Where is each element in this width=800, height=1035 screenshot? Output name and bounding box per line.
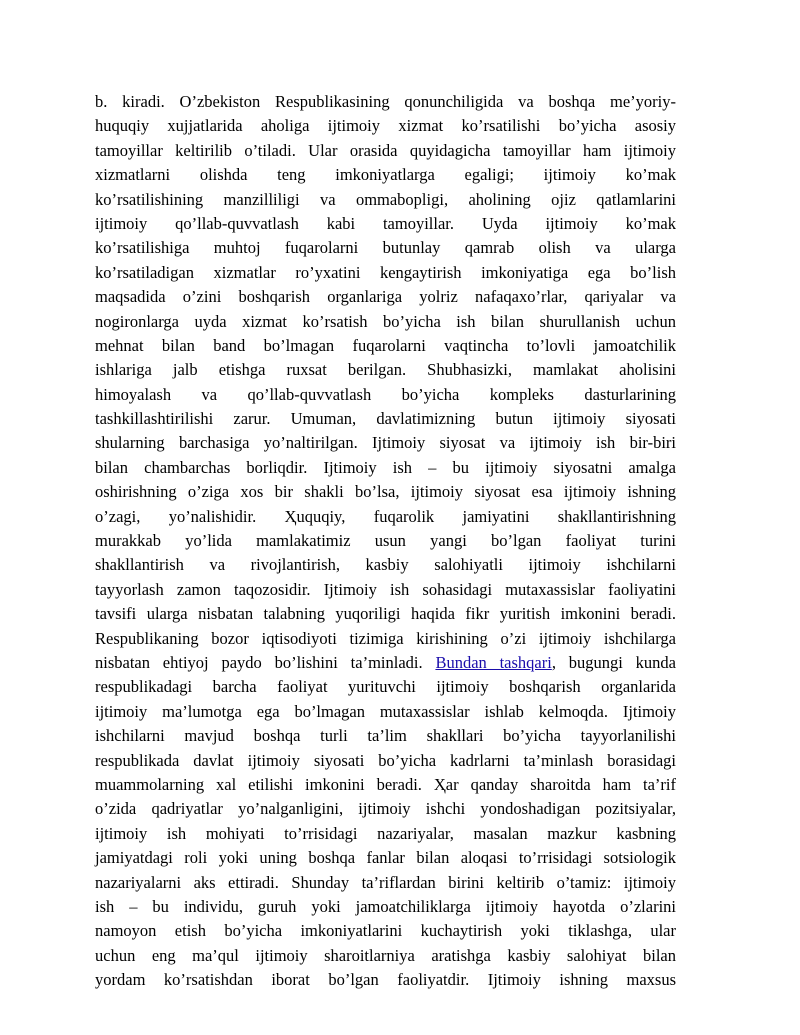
paragraph-line: huquqiy xujjatlarida aholiga ijtimoiy xizmat ko’rsatilishi bo’yicha asosiy [95,116,676,136]
paragraph-line: yordam ko’rsatishdan iborat bo’lgan faoliyatdir. Ijtimoiy ishning maxsus [95,970,676,990]
paragraph-line: ishlariga jalb etishga ruxsat berilgan. Shubhasizki, mamlakat aholisini [95,360,676,380]
paragraph-line: himoyalash va qo’llab-quvvatlash bo’yicha kompleks dasturlarining [95,384,676,404]
document-body [95,90,676,992]
paragraph-line: b. kiradi. O’zbekiston Respublikasining qonunchiligida va boshqa me’yoriy- [95,92,676,111]
paragraph-line: murakkab yo’lida mamlakatimiz usun yangi bo’lgan faoliyat turini [95,531,676,551]
paragraph-line: ko’rsatiladigan xizmatlar ro’yxatini kengaytirish imkoniyatiga ega bo’lish [95,262,676,282]
paragraph-line: respublikada davlat ijtimoiy siyosati bo’yicha kadrlarni ta’minlash borasidagi [95,750,676,770]
paragraph-line: ijtimoiy qo’llab-quvvatlash kabi tamoyillar. Uyda ijtimoiy ko’mak [95,213,676,233]
bundan-tashqari-link[interactable]: Bundan tashqari [435,652,552,672]
paragraph-line: jamiyatdagi roli yoki uning boshqa fanlar bilan aloqasi to’rrisidagi sotsiologik [95,848,676,868]
paragraph-line: respublikadagi barcha faoliyat yurituvchi ijtimoiy boshqarish organlarida [95,677,676,697]
paragraph-line: shakllantirish va rivojlantirish, kasbiy salohiyatli ijtimoiy ishchilarni [95,555,676,575]
paragraph-line: ko’rsatilishining manzilliligi va ommabopligi, aholining ojiz qatlamlarini [95,189,676,209]
paragraph-line: namoyon etish bo’yicha imkoniyatlarini kuchaytirish yoki tiklashga, ular [95,921,676,941]
paragraph-line: tavsifi ularga nisbatan talabning yuqoriligi haqida fikr yuritish imkonini beradi. [95,604,676,624]
paragraph-line: mehnat bilan band bo’lmagan fuqarolarni vaqtincha to’lovli jamoatchilik [95,335,676,355]
paragraph-line: oshirishning o’ziga xos bir shakli bo’lsa, ijtimoiy siyosat esa ijtimoiy ishning [95,482,676,502]
paragraph-line: ish – bu individu, guruh yoki jamoatchiliklarga ijtimoiy hayotda o’zlarini [95,896,676,916]
paragraph-line: o’zagi, yo’nalishidir. Ҳuquqiy, fuqarolik jamiyatini shakllantirishning [95,506,676,526]
paragraph-line-with-link [95,651,676,675]
paragraph-line: tamoyillar keltirilib o’tiladi. Ular orasida quyidagicha tamoyillar ham ijtimoiy [95,140,676,160]
paragraph-line: bilan chambarchas borliqdir. Ijtimoiy ish – bu ijtimoiy siyosatni amalga [95,457,676,477]
paragraph-lines-bottom [95,675,676,992]
line-text-before-link: nisbatan ehtiyoj paydo bo’lishini ta’minladi. [95,652,423,672]
paragraph-line: shularning barchasiga yo’naltirilgan. Ijtimoiy siyosat va ijtimoiy ish bir-biri [95,433,676,453]
paragraph-line: ijtimoiy ma’lumotga ega bo’lmagan mutaxassislar ishlab kelmoqda. Ijtimoiy [95,701,676,721]
paragraph-line: Respublikaning bozor iqtisodiyoti tizimiga kirishining o’zi ijtimoiy ishchilarga [95,628,676,648]
paragraph-line: xizmatlarni olishda teng imkoniyatlarga egaligi; ijtimoiy ko’mak [95,165,676,185]
paragraph-line: nogironlarga uyda xizmat ko’rsatish bo’yicha ish bilan shurullanish uchun [95,311,676,331]
paragraph-line: tashkillashtirilishi zarur. Umuman, davlatimizning butun ijtimoiy siyosati [95,409,676,429]
paragraph-line: uchun eng ma’qul ijtimoiy sharoitlarniya aratishga kasbiy salohiyat bilan [95,945,676,965]
paragraph-line: tayyorlash zamon taqozosidir. Ijtimoiy ish sohasidagi mutaxassislar faoliyatini [95,579,676,599]
line-text-after-link: , bugungi kunda [551,652,677,672]
paragraph-line: ko’rsatilishiga muhtoj fuqarolarni butunlay qamrab olish va ularga [95,238,676,258]
paragraph-lines-top [95,90,676,651]
paragraph-line: maqsadida o’zini boshqarish organlariga yolriz nafaqaxo’rlar, qariyalar va [95,287,676,307]
paragraph-line: nazariyalarni aks ettiradi. Shunday ta’riflardan birini keltirib o’tamiz: ijtimoiy [95,872,676,892]
paragraph-line: ijtimoiy ish mohiyati to’rrisidagi nazariyalar, masalan mazkur kasbning [95,823,676,843]
paragraph-line: o’zida qadriyatlar yo’nalganligini, ijtimoiy ishchi yondoshadigan pozitsiyalar, [95,799,676,819]
paragraph-line: ishchilarni mavjud boshqa turli ta’lim shakllari bo’yicha tayyorlanilishi [95,726,676,746]
paragraph-line: muammolarning xal etilishi imkonini beradi. Ҳar qanday sharoitda ham ta’rif [95,774,676,794]
